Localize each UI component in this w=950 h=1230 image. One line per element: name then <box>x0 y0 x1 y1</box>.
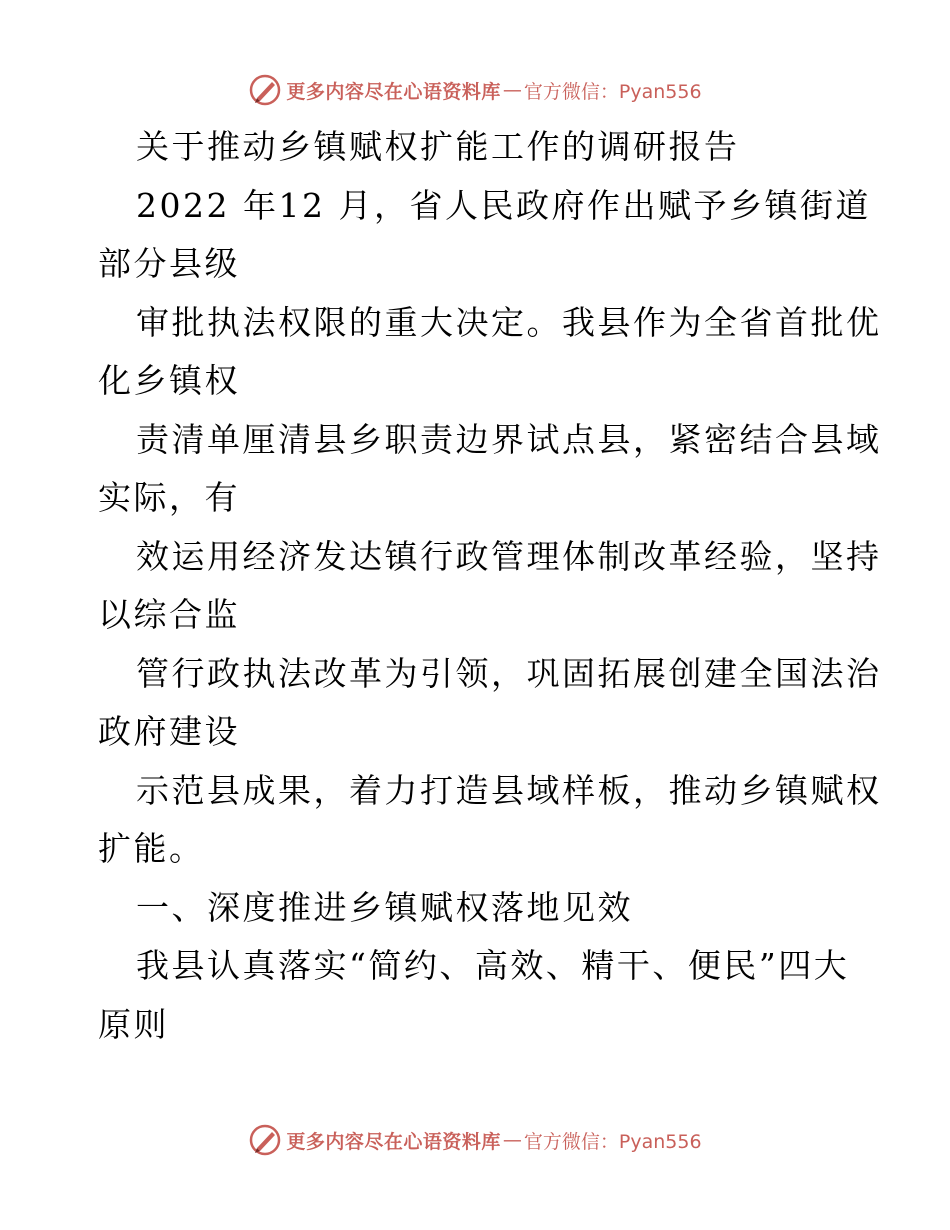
doc-line: 化乡镇权 <box>98 361 240 400</box>
document-body <box>98 118 882 1054</box>
watermark-banner-top <box>0 70 950 110</box>
watermark-banner-bottom <box>0 1120 950 1160</box>
watermark-wechat: 官方微信：Pyan556 <box>523 80 702 103</box>
doc-line: 我县认真落实“简约、高效、精干、便民”四大 <box>136 946 850 985</box>
watermark-wechat: 官方微信：Pyan556 <box>523 1130 702 1153</box>
doc-line: 管行政执法改革为引领，巩固拓展创建全国法治 <box>136 653 882 693</box>
doc-line: 以综合监 <box>98 595 240 634</box>
doc-line: 审批执法权限的重大决定。我县作为全省首批优 <box>136 302 882 342</box>
pen-logo-icon <box>248 1123 282 1157</box>
doc-line: 扩能。 <box>98 829 205 868</box>
doc-line: 实际，有 <box>98 478 240 517</box>
watermark-separator: — <box>502 79 522 101</box>
watermark-text: 更多内容尽在心语资料库 <box>286 80 501 103</box>
doc-line: 责清单厘清县乡职责边界试点县，紧密结合县域 <box>136 419 882 459</box>
doc-line: 示范县成果，着力打造县域样板，推动乡镇赋权 <box>136 770 882 810</box>
watermark-separator: — <box>502 1129 522 1151</box>
section-heading: 一、深度推进乡镇赋权落地见效 <box>136 887 633 927</box>
doc-title: 关于推动乡镇赋权扩能工作的调研报告 <box>136 127 740 166</box>
watermark-text: 更多内容尽在心语资料库 <box>286 1130 501 1153</box>
doc-line: 2022 年12 月，省人民政府作出赋予乡镇街道 <box>136 185 871 225</box>
doc-line: 效运用经济发达镇行政管理体制改革经验，坚持 <box>136 536 882 576</box>
pen-logo-icon <box>248 73 282 107</box>
doc-line: 政府建设 <box>98 712 240 751</box>
doc-line: 原则 <box>98 1004 169 1044</box>
doc-line: 部分县级 <box>98 244 240 283</box>
